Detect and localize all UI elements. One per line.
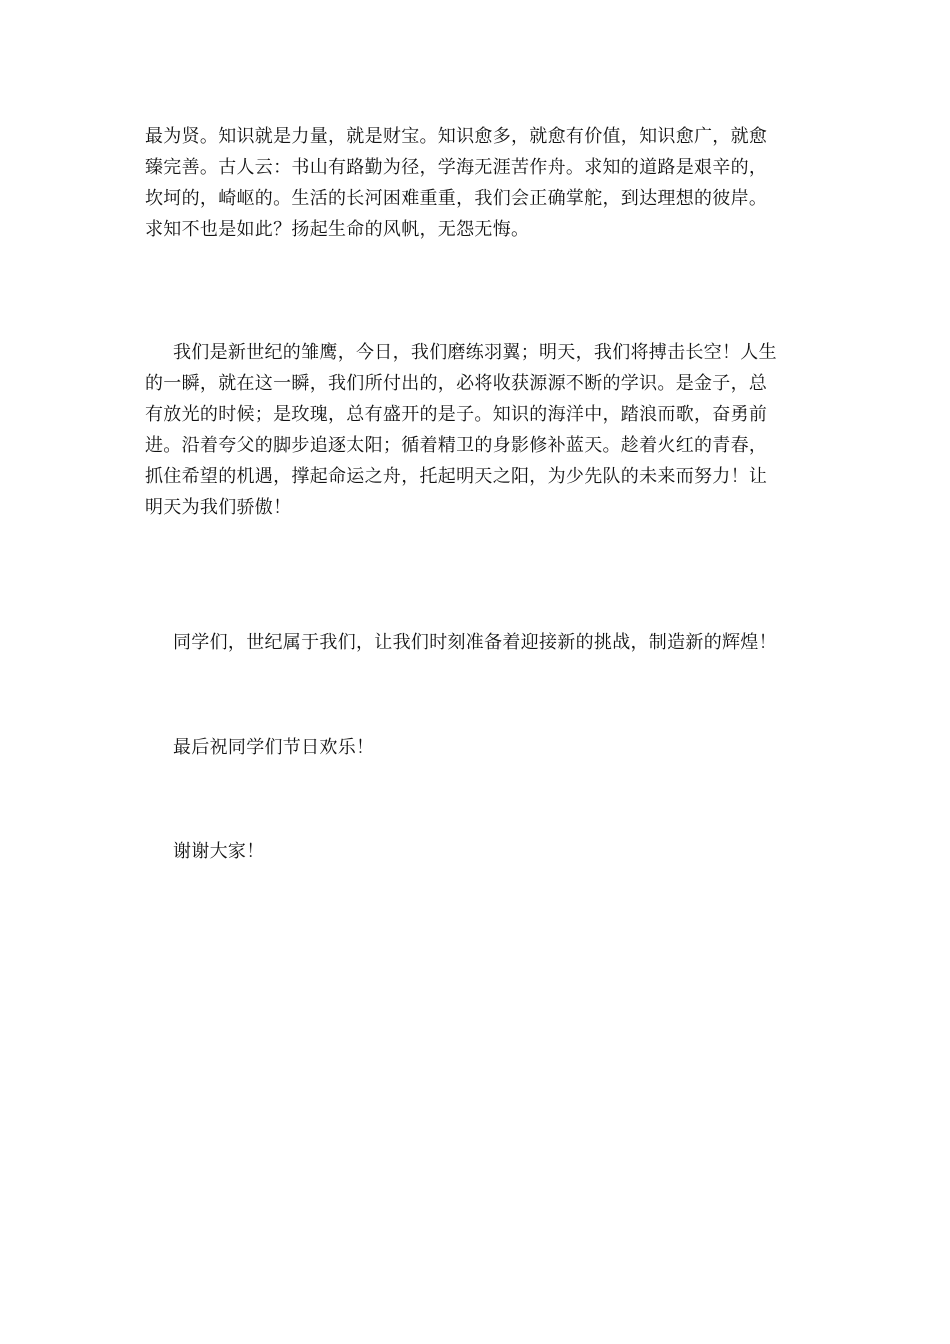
paragraph-line: 求知不也是如此？扬起生命的风帆，无怨无悔。 [145, 219, 530, 240]
paragraph-line: 臻完善。古人云：书山有路勤为径，学海无涯苦作舟。求知的道路是艰辛的， [145, 157, 768, 178]
paragraph-line: 明天为我们骄傲！ [145, 497, 292, 518]
paragraph-line: 同学们，世纪属于我们，让我们时刻准备着迎接新的挑战，制造新的辉煌！ [173, 632, 777, 653]
paragraph-line: 进。沿着夸父的脚步追逐太阳；循着精卫的身影修补蓝天。趁着火红的青春， [145, 435, 768, 456]
paragraph-line: 我们是新世纪的雏鹰，今日，我们磨练羽翼；明天，我们将搏击长空！人生 [173, 342, 777, 363]
paragraph-line: 最后祝同学们节日欢乐！ [173, 737, 375, 758]
paragraph-line: 最为贤。知识就是力量，就是财宝。知识愈多，就愈有价值，知识愈广，就愈 [145, 126, 768, 147]
paragraph-eagles [145, 337, 810, 523]
paragraph-thanks [145, 836, 810, 867]
paragraph-knowledge [145, 121, 810, 245]
paragraph-wishes [145, 732, 810, 763]
paragraph-line: 的一瞬，就在这一瞬，我们所付出的，必将收获源源不断的学识。是金子，总 [145, 373, 768, 394]
paragraph-line: 谢谢大家！ [173, 841, 265, 862]
paragraph-line: 坎坷的，崎岖的。生活的长河困难重重，我们会正确掌舵，到达理想的彼岸。 [145, 188, 768, 209]
paragraph-line: 有放光的时候；是玫瑰，总有盛开的是子。知识的海洋中，踏浪而歌，奋勇前 [145, 404, 768, 425]
paragraph-century [145, 627, 810, 658]
paragraph-line: 抓住希望的机遇，撑起命运之舟，托起明天之阳，为少先队的未来而努力！让 [145, 466, 768, 487]
